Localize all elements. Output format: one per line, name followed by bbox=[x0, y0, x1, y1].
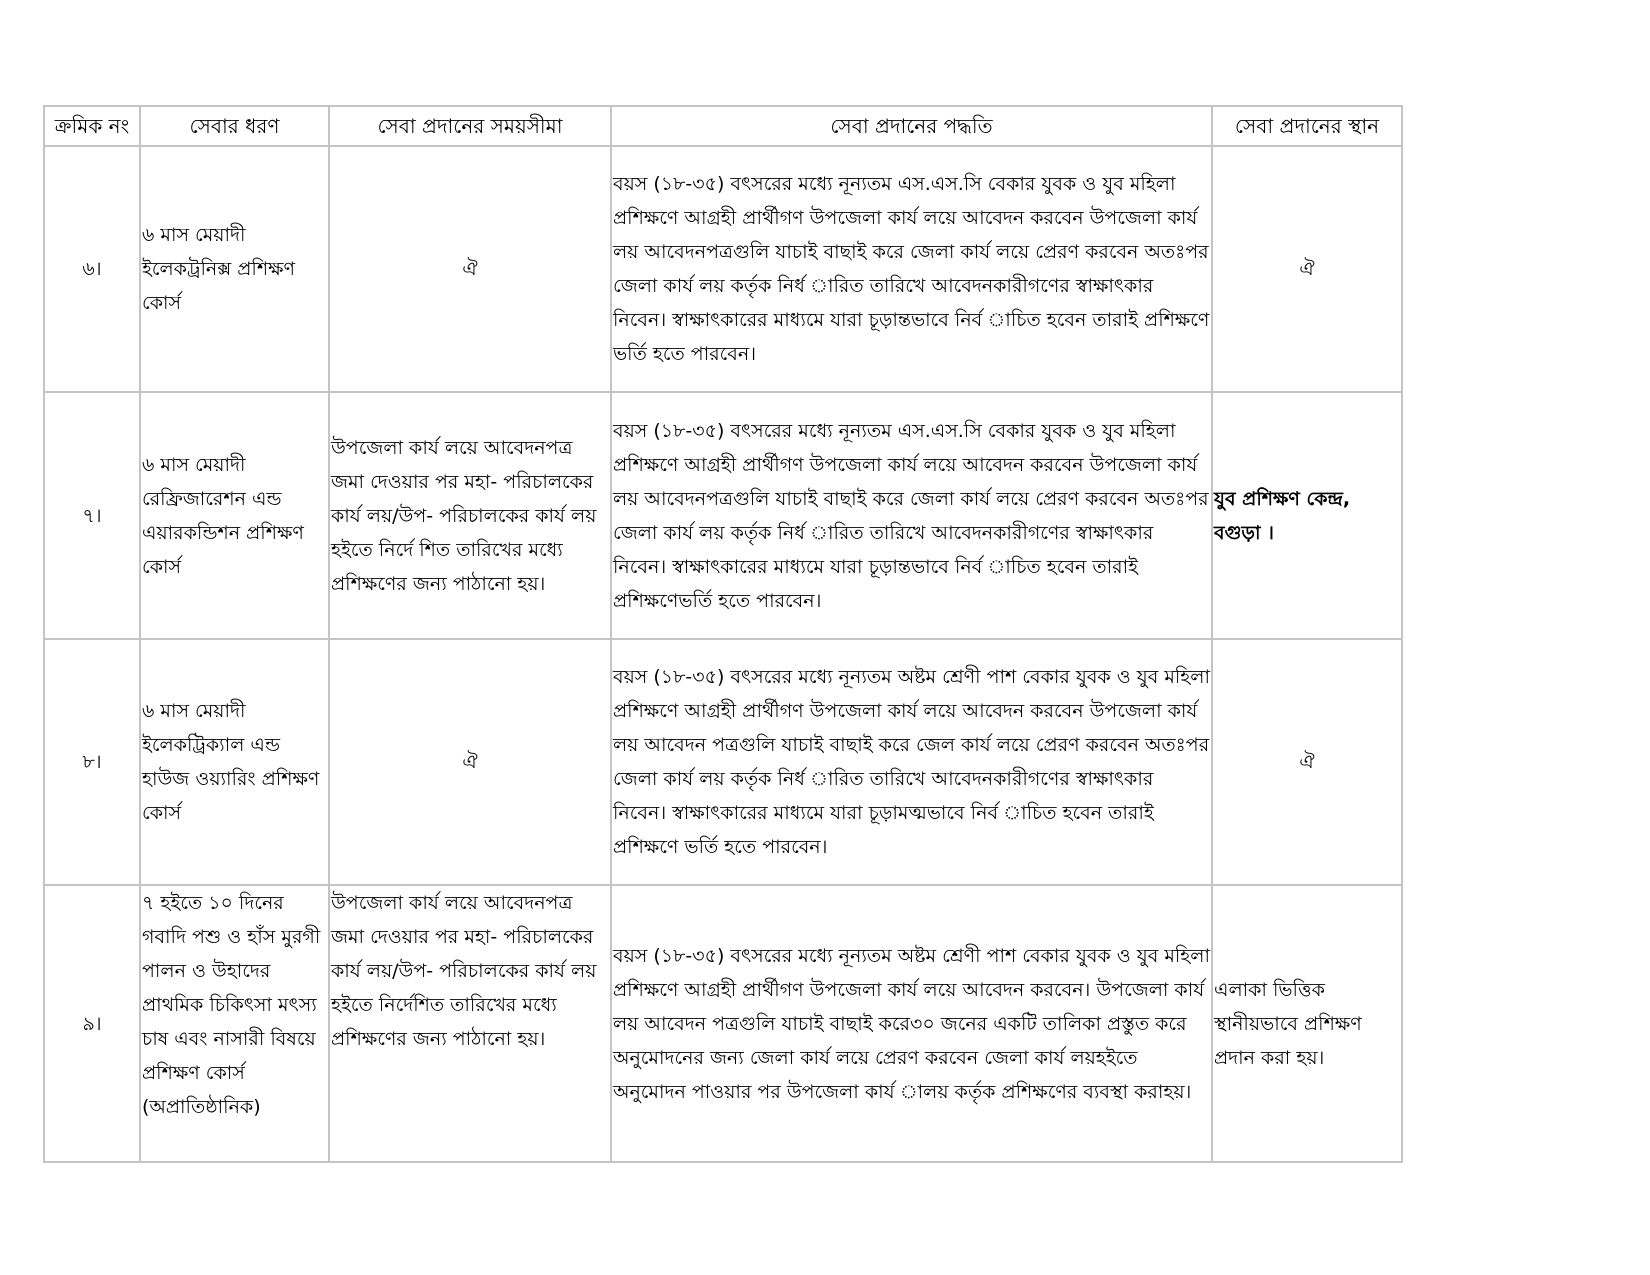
row-time-limit: উপজেলা কার্য লয়ে আবেদনপত্র জমা দেওয়ার পর মহা- পরিচালকের কার্য লয়/উপ- পরিচালকের কার্য লয় হইতে নির্দে শিত তারিখের মধ্যে প্রশিক্ষণের জন্য পাঠানো হয়। bbox=[329, 392, 611, 639]
header-serial: ক্রমিক নং bbox=[44, 106, 140, 146]
row-service-type: ৬ মাস মেয়াদী ইলেকট্রিক্যাল এন্ড হাউজ ওয়্যারিং প্রশিক্ষণ কোর্স bbox=[140, 639, 329, 885]
header-service-type: সেবার ধরণ bbox=[140, 106, 329, 146]
service-table bbox=[43, 105, 1403, 1163]
row-serial: ৮। bbox=[44, 639, 140, 885]
header-method: সেবা প্রদানের পদ্ধতি bbox=[611, 106, 1212, 146]
row-method: বয়স (১৮-৩৫) বৎসরের মধ্যে নূন্যতম অষ্টম শ্রেণী পাশ বেকার যুবক ও যুব মহিলা প্রশিক্ষণে আগ্রহী প্রার্থীগণ উপজেলা কার্য লয়ে আবেদন করবেন উপজেলা কার্য লয় আবেদন পত্রগুলি যাচাই বাছাই করে জেল কার্য লয়ে প্রেরণ করবেন অতঃপর জেলা কার্য লয় কর্তৃক নির্ধ ারিত তারিখে আবেদনকারীগণের স্বাক্ষাৎকার নিবেন। স্বাক্ষাৎকারের মাধ্যমে যারা চূড়ামত্মভাবে নির্ব াচিত হবেন তারাই প্রশিক্ষণে ভর্তি হতে পারবেন। bbox=[611, 639, 1212, 885]
row-method: বয়স (১৮-৩৫) বৎসরের মধ্যে নূন্যতম এস.এস.সি বেকার যুবক ও যুব মহিলা প্রশিক্ষণে আগ্রহী প্রার্থীগণ উপজেলা কার্য লয়ে আবেদন করবেন উপজেলা কার্য লয় আবেদনপত্রগুলি যাচাই বাছাই করে জেলা কার্য লয়ে প্রেরণ করবেন অতঃপর জেলা কার্য লয় কর্তৃক নির্ধ ারিত তারিখে আবেদনকারীগণের স্বাক্ষাৎকার নিবেন। স্বাক্ষাৎকারের মাধ্যমে যারা চূড়ান্তভাবে নির্ব াচিত হবেন তারাই প্রশিক্ষণেভর্তি হতে পারবেন। bbox=[611, 392, 1212, 639]
row-service-type: ৭ হইতে ১০ দিনের গবাদি পশু ও হাঁস মুরগী পালন ও উহাদের প্রাথমিক চিকিৎসা মৎস্য চাষ এবং নাসারী বিষয়ে প্রশিক্ষণ কোর্স (অপ্রাতিষ্ঠানিক) bbox=[140, 885, 329, 1162]
header-time-limit: সেবা প্রদানের সময়সীমা bbox=[329, 106, 611, 146]
row-service-type: ৬ মাস মেয়াদী ইলেকট্রনিক্স প্রশিক্ষণ কোর্স bbox=[140, 146, 329, 392]
row-time-limit: উপজেলা কার্য লয়ে আবেদনপত্র জমা দেওয়ার পর মহা- পরিচালকের কার্য লয়/উপ- পরিচালকের কার্য লয় হইতে নির্দেশিত তারিখের মধ্যে প্রশিক্ষণের জন্য পাঠানো হয়। bbox=[329, 885, 611, 1162]
row-time-limit: ঐ bbox=[329, 146, 611, 392]
row-serial: ৭। bbox=[44, 392, 140, 639]
row-place: যুব প্রশিক্ষণ কেন্দ্র, বগুড়া । bbox=[1212, 392, 1402, 639]
row-place: এলাকা ভিত্তিক স্থানীয়ভাবে প্রশিক্ষণ প্রদান করা হয়। bbox=[1212, 885, 1402, 1162]
header-row bbox=[44, 106, 1402, 146]
table-row bbox=[44, 392, 1402, 639]
row-place: ঐ bbox=[1212, 639, 1402, 885]
table-row bbox=[44, 885, 1402, 1162]
row-serial: ৬। bbox=[44, 146, 140, 392]
header-place: সেবা প্রদানের স্থান bbox=[1212, 106, 1402, 146]
row-time-limit: ঐ bbox=[329, 639, 611, 885]
row-serial: ৯। bbox=[44, 885, 140, 1162]
row-method: বয়স (১৮-৩৫) বৎসরের মধ্যে নূন্যতম অষ্টম শ্রেণী পাশ বেকার যুবক ও যুব মহিলা প্রশিক্ষণে আগ্রহী প্রার্থীগণ উপজেলা কার্য লয়ে আবেদন করবেন। উপজেলা কার্য লয় আবেদন পত্রগুলি যাচাই বাছাই করে৩০ জনের একটি তালিকা প্রস্তুত করে অনুমোদনের জন্য জেলা কার্য লয়ে প্রেরণ করবেন জেলা কার্য লয়হইতে অনুমোদন পাওয়ার পর উপজেলা কার্য ালয় কর্তৃক প্রশিক্ষণের ব্যবস্থা করাহয়। bbox=[611, 885, 1212, 1162]
row-place: ঐ bbox=[1212, 146, 1402, 392]
row-method: বয়স (১৮-৩৫) বৎসরের মধ্যে নূন্যতম এস.এস.সি বেকার যুবক ও যুব মহিলা প্রশিক্ষণে আগ্রহী প্রার্থীগণ উপজেলা কার্য লয়ে আবেদন করবেন উপজেলা কার্য লয় আবেদনপত্রগুলি যাচাই বাছাই করে জেলা কার্য লয়ে প্রেরণ করবেন অতঃপর জেলা কার্য লয় কর্তৃক নির্ধ ারিত তারিখে আবেদনকারীগণের স্বাক্ষাৎকার নিবেন। স্বাক্ষাৎকারের মাধ্যমে যারা চূড়ান্তভাবে নির্ব াচিত হবেন তারাই প্রশিক্ষণে ভর্তি হতে পারবেন। bbox=[611, 146, 1212, 392]
table-row bbox=[44, 146, 1402, 392]
row-service-type: ৬ মাস মেয়াদী রেফ্রিজারেশন এন্ড এয়ারকন্ডিশন প্রশিক্ষণ কোর্স bbox=[140, 392, 329, 639]
table-row bbox=[44, 639, 1402, 885]
